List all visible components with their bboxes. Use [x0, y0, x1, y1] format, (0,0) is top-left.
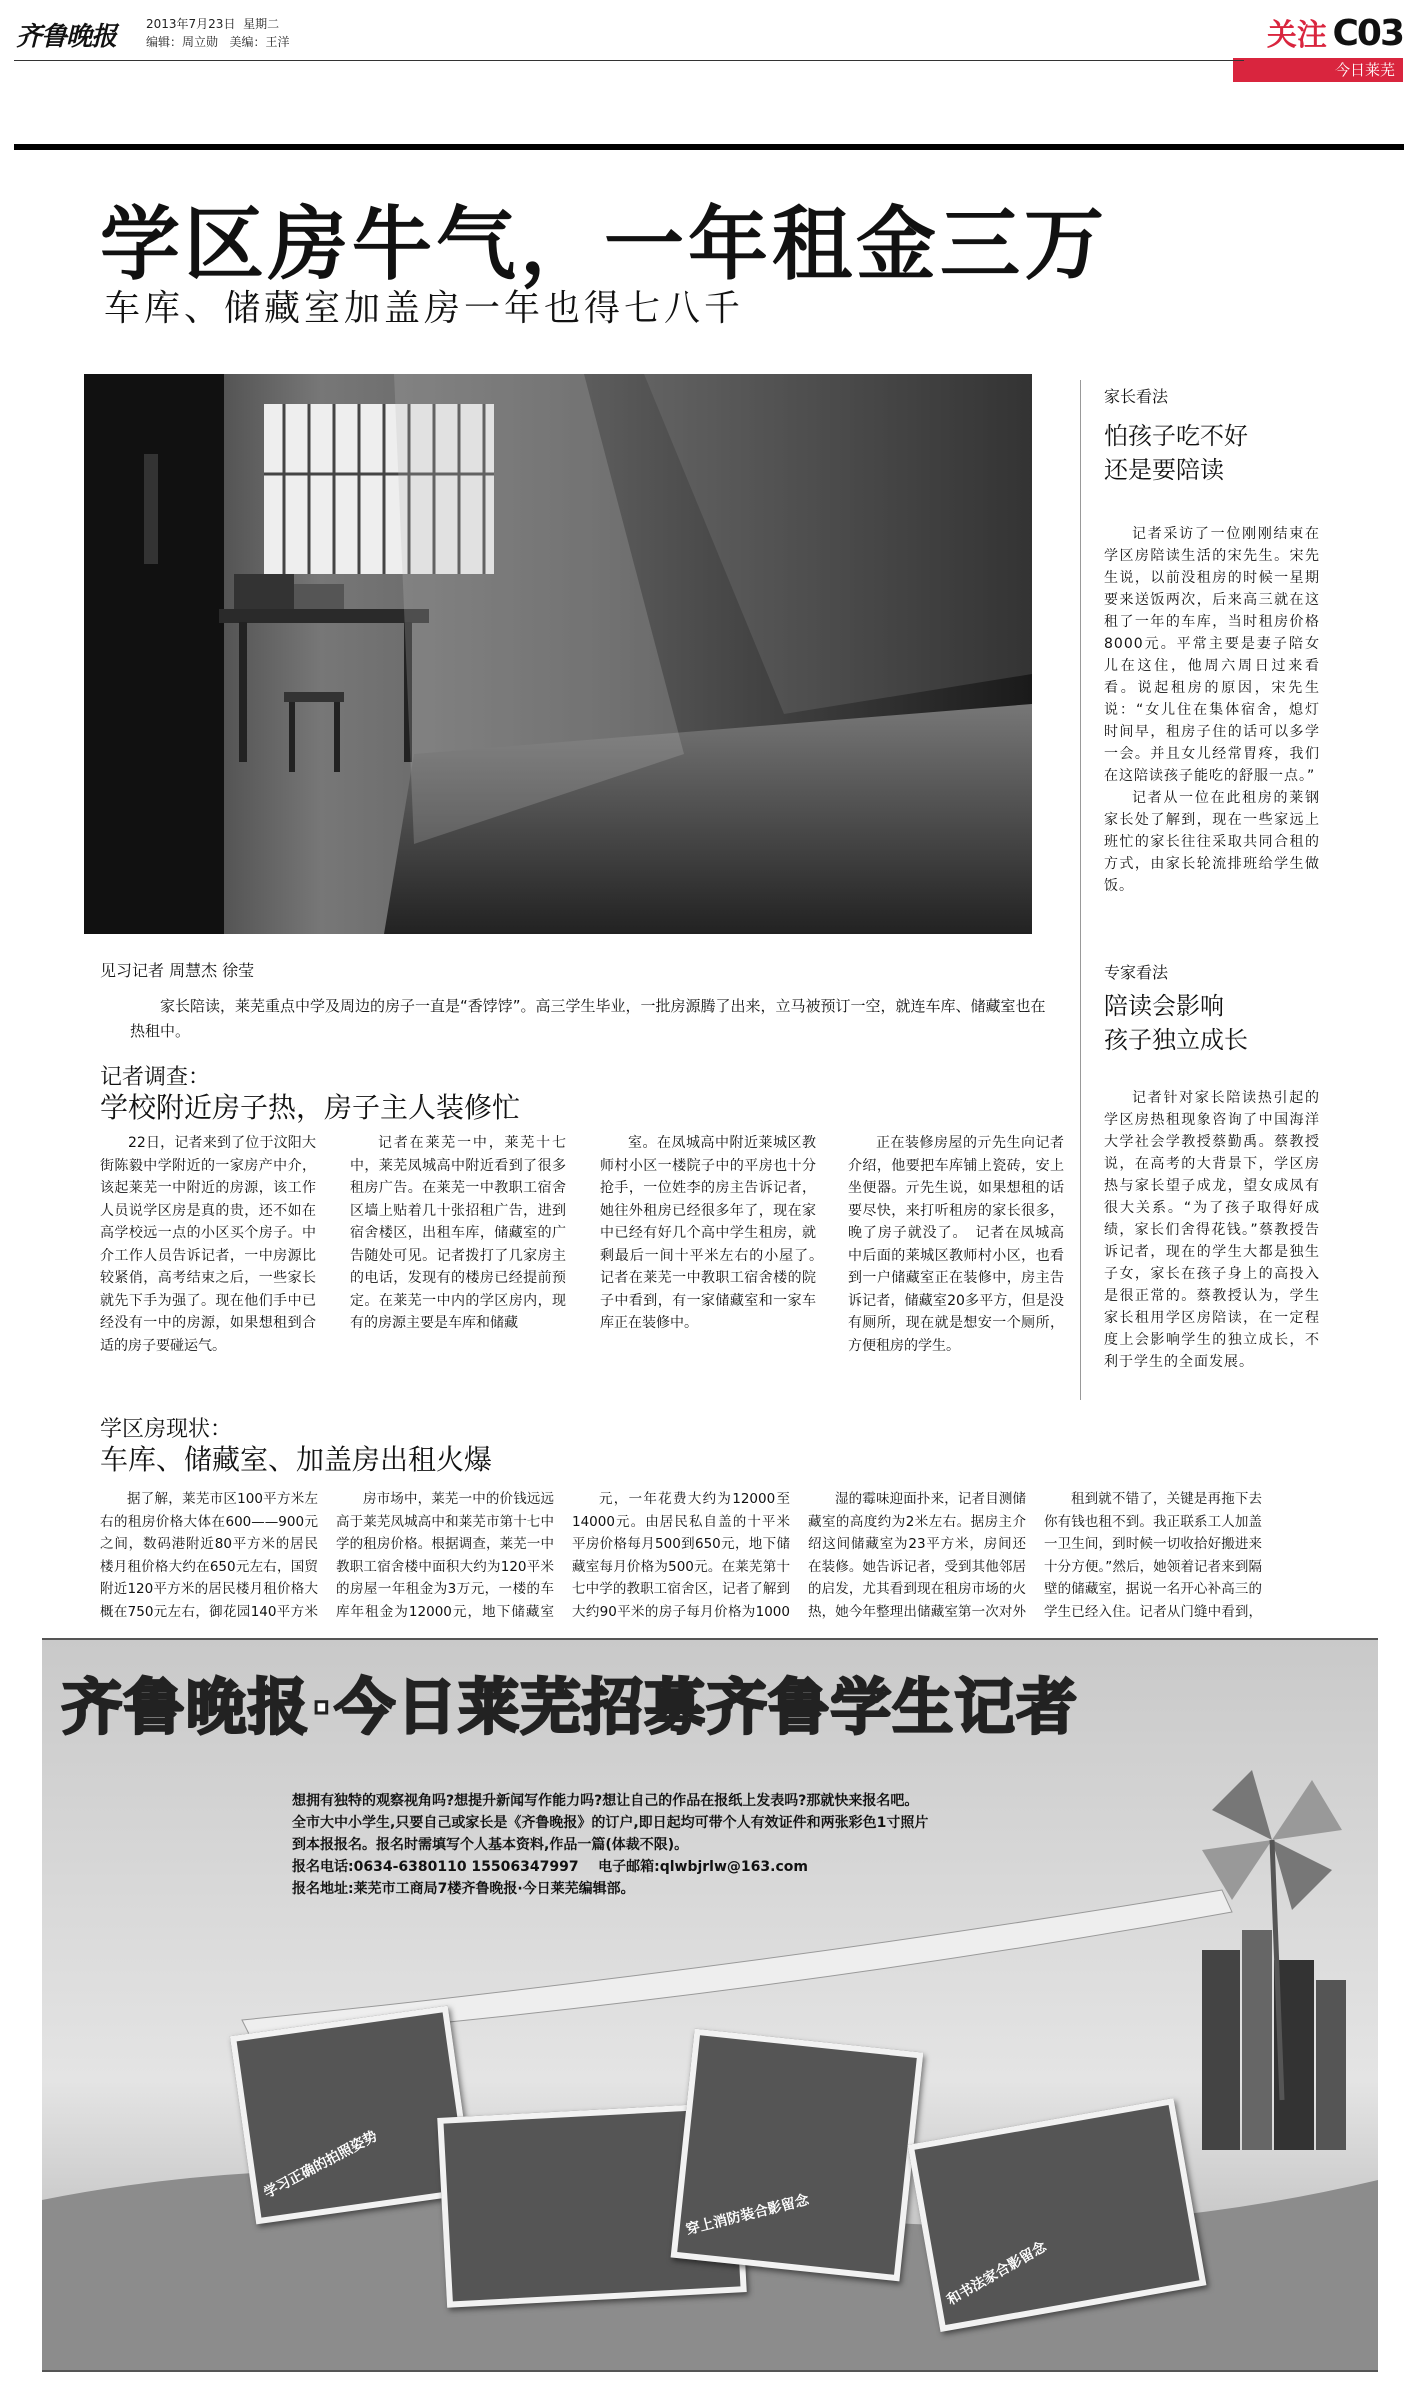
expert-view [1104, 960, 1320, 1373]
designer: 美编：王洋 [229, 35, 290, 49]
issue-date-line [146, 16, 279, 32]
ad-title: 齐鲁晚报·今日莱芜招募齐鲁学生记者 [62, 1673, 1079, 1743]
section1-title: 学校附近房子热，房子主人装修忙 [100, 1091, 521, 1124]
parent-view-label: 家长看法 [1104, 387, 1169, 406]
lead-paragraph: 家长陪读，莱芜重点中学及周边的房子一直是“香饽饽”。高三学生毕业，一批房源腾了出来，立马被预订一空，就连车库、储藏室也在热租中。 [130, 997, 1046, 1040]
ad-body [292, 1790, 1092, 1900]
parent-view-body-2: 记者从一位在此租房的莱钢家长处了解到，现在一些家远上班忙的家长往往采取共同合租的方式，由家长轮流排班给学生做饭。 [1104, 790, 1320, 894]
subheadline: 车库、储藏室加盖房一年也得七八千 [104, 288, 745, 329]
section2-column-3: 元，一年花费大约为12000至14000元。由居民私自盖的十平米平房价格每月500到650元，地下储藏室每月价格为500元。在莱芜第十七中学的教职工宿舍区，记者了解到大约90平米的房子每月价格为1000 [572, 1491, 790, 1620]
ad-photo-4-caption: 和书法家合影留念 [944, 2238, 1050, 2309]
headline: 学区房牛气，一年租金三万 [100, 198, 1108, 291]
recruitment-ad [42, 1638, 1378, 2372]
section2-column-2: 房市场中，莱芜一中的价钱远远高于莱芜凤城高中和莱芜市第十七中学的租房价格。根据调查，莱芜一中教职工宿舍楼中面积大约为120平米的房屋一年租金为3万元，一楼的车库年租金为12000元，地下储藏室 [336, 1491, 554, 1620]
editor: 编辑：周立勋 [146, 35, 219, 49]
parent-view-title-2: 还是要陪读 [1104, 456, 1224, 484]
section-header [1267, 10, 1403, 54]
byline: 见习记者 周慧杰 徐莹 [100, 961, 255, 980]
section2-kicker: 学区房现状： [100, 1417, 233, 1442]
section-label: 关注 [1266, 18, 1327, 53]
ad-line-3: 到本报报名。报名时需填写个人基本资料,作品一篇(体裁不限)。 [292, 1837, 689, 1853]
ad-line-1: 想拥有独特的观察视角吗?想提升新闻写作能力吗?想让自己的作品在报纸上发表吗?那就快来报名吧。 [292, 1793, 919, 1809]
ad-line-2: 全市大中小学生,只要自己或家长是《齐鲁晚报》的订户,即日起均可带个人有效证件和两张彩色1寸照片 [292, 1815, 929, 1831]
section2-column-5: 租到就不错了，关键是再拖下去你有钱也租不到。我正联系工人加盖一卫生间，到时候一切收拾好搬进来十分方便。”然后，她领着记者来到隔壁的储藏室，据说一名开心补高三的学生已经入住。记者从门缝中看到， [1044, 1491, 1262, 1620]
bedroom-photo [84, 374, 1032, 934]
ad-photo-1 [230, 2006, 474, 2225]
expert-view-title-1: 陪读会影响 [1104, 992, 1224, 1020]
section1-column-4: 正在装修房屋的亓先生向记者介绍，他要把车库铺上瓷砖，安上坐便器。亓先生说，如果想租的话要尽快，来打听租房的家长很多，晚了房子就没了。 记者在凤城高中后面的莱城区教师村小区，也看到一户储藏室正在装修中，房主告诉记者，储藏室20多平方，但是没有厕所，现在就是想安一个厕所，方便租房的学生。 [848, 1135, 1064, 1354]
ad-contact [292, 1856, 1092, 1878]
ad-photo-3 [671, 2029, 924, 2282]
expert-view-title-2: 孩子独立成长 [1104, 1026, 1248, 1054]
article-photo [84, 374, 1032, 934]
parent-view-body-1: 记者采访了一位刚刚结束在学区房陪读生活的宋先生。宋先生说，以前没租房的时候一星期要来送饭两次，后来高三就在这租了一年的车库，当时租房价格8000元。平常主要是妻子陪女儿在这住，他周六周日过来看看。说起租房的原因，宋先生说：“女儿住在集体宿舍，熄灯时间早，租房子住的话可以多学一会。并且女儿经常胃疼，我们在这陪读孩子能吃的舒服一点。” [1104, 526, 1320, 784]
top-rule [14, 60, 1244, 61]
newspaper-logo: 齐鲁晚报 [16, 22, 117, 52]
expert-view-label: 专家看法 [1104, 963, 1169, 982]
editor-line [146, 34, 289, 50]
page-number: C03 [1332, 13, 1403, 54]
section1-column-3: 室。在凤城高中附近莱城区教师村小区一楼院子中的平房也十分抢手，一位姓李的房主告诉记者，她往外租房已经很多年了，现在家中已经有好几个高中学生租房，就剩最后一间十平米左右的小屋了。 记者在莱芜一中教职工宿舍楼的院子中看到，有一家储藏室和一家车库正在装修中。 [600, 1135, 816, 1331]
header-divider [14, 144, 1404, 150]
issue-weekday: 星期二 [243, 17, 280, 31]
ad-phone: 报名电话:0634-6380110 15506347997 [292, 1859, 579, 1875]
edition-bar: 今日莱芜 [1233, 58, 1403, 82]
parent-view-title-1: 怕孩子吃不好 [1104, 422, 1248, 450]
section1-kicker: 记者调查： [100, 1065, 211, 1090]
ad-address: 报名地址:莱芜市工商局7楼齐鲁晚报·今日莱芜编辑部。 [292, 1881, 635, 1897]
ad-photo-1-caption: 学习正确的拍照姿势 [261, 2128, 381, 2202]
ad-email: 电子邮箱:qlwbjrlw@163.com [598, 1859, 808, 1875]
issue-date: 2013年7月23日 [146, 17, 236, 31]
section2-column-1: 据了解，莱芜市区100平方米左右的租房价格大体在600——900元之间，数码港附近80平方米的居民楼月租价格大约在650元左右，国贸附近120平方米的居民楼月租价格大概在750元左右，御花园140平方米 [100, 1491, 318, 1620]
section2-title: 车库、储藏室、加盖房出租火爆 [100, 1443, 493, 1476]
sidebar-divider [1080, 380, 1081, 1400]
expert-view-body: 记者针对家长陪读热引起的学区房热租现象咨询了中国海洋大学社会学教授蔡勤禹。蔡教授说，在高考的大背景下，学区房热与家长望子成龙，望女成凤有很大关系。“为了孩子取得好成绩，家长们舍得花钱。”蔡教授告诉记者，现在的学生大都是独生子女，家长在孩子身上的高投入是很正常的。蔡教授认为，学生家长租用学区房陪读，在一定程度上会影响学生的独立成长，不利于学生的全面发展。 [1104, 1090, 1320, 1370]
ad-photo-3-caption: 穿上消防装合影留念 [684, 2192, 811, 2239]
section2-column-4: 湿的霉味迎面扑来，记者目测储藏室的高度约为2米左右。据房主介绍这间储藏室为23平方米，房间还在装修。她告诉记者，受到其他邻居的启发，尤其看到现在租房市场的火热，她今年整理出储藏室第一次对外 [808, 1491, 1026, 1620]
section1-column-1: 22日，记者来到了位于汶阳大街陈毅中学附近的一家房产中介，该起莱芜一中附近的房源，该工作人员说学区房是真的贵，还不如在高学校远一点的小区买个房子。中介工作人员告诉记者，一中房源比较紧俏，高考结束之后，一些家长就先下手为强了。现在他们手中已经没有一中的房源，如果想租到合适的房子要碰运气。 [100, 1135, 316, 1354]
section1-column-2: 记者在莱芜一中，莱芜十七中，莱芜凤城高中附近看到了很多租房广告。在莱芜一中教职工宿舍区墙上贴着几十张招租广告，进到宿舍楼区，出租车库，储藏室的广告随处可见。记者拨打了几家房主的电话，发现有的楼房已经提前预定。在莱芜一中内的学区房内，现有的房源主要是车库和储藏 [350, 1135, 566, 1331]
parent-view [1104, 384, 1320, 897]
